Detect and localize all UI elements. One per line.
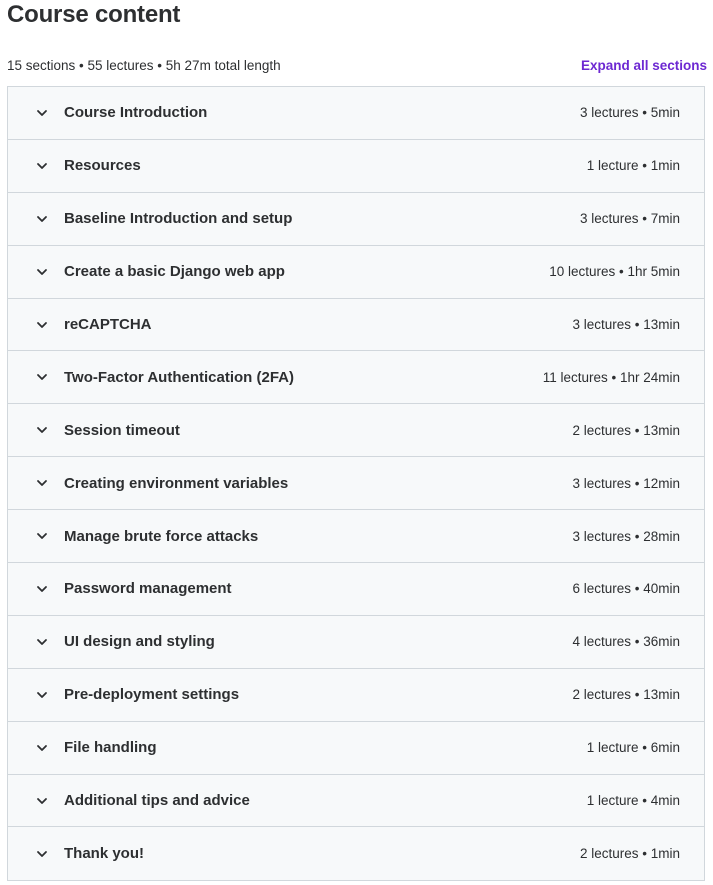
section-lecture-count: 3 lectures • 28min [572, 528, 680, 544]
chevron-down-icon [35, 106, 49, 120]
section-row[interactable] [8, 722, 704, 775]
chevron-down-icon [35, 318, 49, 332]
section-title: Resources [64, 157, 141, 175]
chevron-down-icon [35, 159, 49, 173]
section-title: Pre-deployment settings [64, 686, 240, 704]
chevron-down-icon [35, 212, 49, 226]
chevron-down-icon [35, 688, 49, 702]
section-lecture-count: 1 lecture • 6min [586, 740, 680, 756]
section-lecture-count: 2 lectures • 13min [572, 687, 680, 703]
section-lecture-count: 10 lectures • 1hr 5min [549, 264, 680, 280]
section-title: Creating environment variables [64, 474, 289, 492]
section-title: Session timeout [64, 421, 180, 439]
section-lecture-count: 4 lectures • 36min [572, 634, 680, 650]
section-lecture-count: 2 lectures • 1min [579, 846, 680, 862]
chevron-down-icon [35, 370, 49, 384]
section-lecture-count: 3 lectures • 5min [579, 105, 680, 121]
section-title: Password management [64, 580, 232, 598]
section-row[interactable] [8, 775, 704, 828]
section-lecture-count: 1 lecture • 1min [586, 158, 680, 174]
section-list [7, 86, 705, 881]
chevron-down-icon [35, 423, 49, 437]
section-lecture-count: 3 lectures • 13min [572, 317, 680, 332]
section-title: Create a basic Django web app [64, 263, 285, 281]
section-row[interactable] [8, 510, 704, 563]
section-row[interactable] [8, 193, 704, 246]
section-row[interactable] [8, 404, 704, 457]
chevron-down-icon [35, 741, 49, 755]
section-row[interactable] [8, 299, 704, 352]
page-title: Course content [7, 1, 181, 28]
section-lecture-count: 2 lectures • 13min [572, 422, 680, 438]
section-title: Baseline Introduction and setup [64, 210, 293, 228]
section-lecture-count: 3 lectures • 7min [579, 211, 680, 227]
chevron-down-icon [35, 635, 49, 649]
chevron-down-icon [35, 265, 49, 279]
section-title: Manage brute force attacks [64, 527, 259, 545]
section-lecture-count: 6 lectures • 40min [572, 581, 680, 597]
chevron-down-icon [35, 582, 49, 596]
section-title: Two-Factor Authentication (2FA) [64, 368, 294, 386]
chevron-down-icon [35, 529, 49, 543]
section-row[interactable] [8, 616, 704, 669]
chevron-down-icon [35, 476, 49, 490]
section-row[interactable] [8, 140, 704, 193]
section-row[interactable] [8, 669, 704, 722]
expand-all-sections-button[interactable]: Expand all sections [580, 57, 707, 73]
section-title: reCAPTCHA [64, 316, 152, 333]
section-lecture-count: 11 lectures • 1hr 24min [542, 369, 680, 385]
course-summary-bar [7, 55, 707, 75]
section-title: Additional tips and advice [64, 792, 250, 810]
section-row[interactable] [8, 563, 704, 616]
chevron-down-icon [35, 794, 49, 808]
section-title: UI design and styling [64, 633, 215, 651]
section-title: Thank you! [64, 845, 145, 863]
section-lecture-count: 3 lectures • 12min [572, 475, 680, 491]
section-row[interactable] [8, 87, 704, 140]
section-title: File handling [64, 739, 157, 757]
section-title: Course Introduction [64, 104, 208, 122]
course-summary-text: 15 sections • 55 lectures • 5h 27m total length [7, 57, 281, 73]
section-row[interactable] [8, 246, 704, 299]
section-row[interactable] [8, 351, 704, 404]
section-row[interactable] [8, 457, 704, 510]
section-lecture-count: 1 lecture • 4min [586, 793, 680, 809]
section-row[interactable] [8, 827, 704, 880]
chevron-down-icon [35, 847, 49, 861]
